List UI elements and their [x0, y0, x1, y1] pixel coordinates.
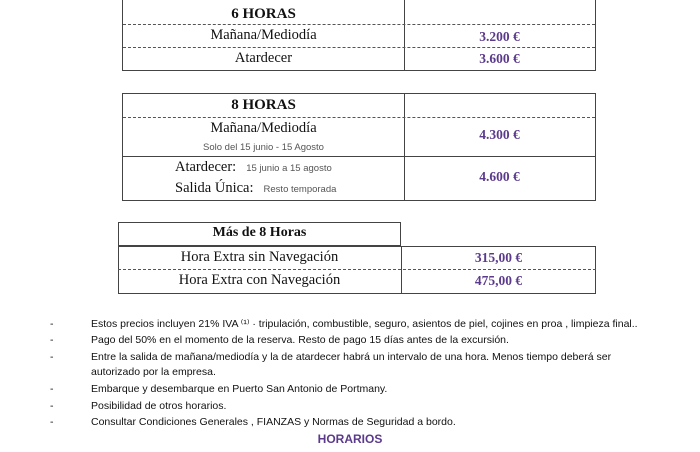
- table-mas-8-horas-header: Más de 8 Horas: [212, 225, 307, 240]
- row-8h-atardecer: [175, 158, 404, 176]
- row-hora-extra-sin-price: 315,00 €: [474, 250, 523, 265]
- row-hora-extra-con-label: Hora Extra con Navegación: [178, 272, 341, 288]
- row-8h-manana-note: Solo del 15 junio - 15 Agosto: [203, 142, 324, 153]
- table-6-horas: [122, 0, 596, 71]
- row-6h-manana-label: Mañana/Mediodía: [210, 27, 317, 43]
- row-hora-extra-con-price: 475,00 €: [474, 273, 523, 288]
- row-8h-salida-unica: [175, 179, 404, 197]
- row-hora-extra-sin-label: Hora Extra sin Navegación: [180, 249, 339, 265]
- row-8h-manana-label: Mañana/Mediodía: [210, 120, 317, 136]
- row-8h-atardecer-note: 15 junio a 15 agosto: [246, 163, 332, 174]
- table-6-horas-header: 6 HORAS: [231, 6, 296, 22]
- table-8-horas: [122, 93, 596, 201]
- row-8h-salida-note: Resto temporada: [263, 184, 337, 195]
- row-8h-atardecer-price: 4.600 €: [479, 169, 520, 184]
- row-6h-atardecer-label: Atardecer: [234, 50, 293, 66]
- row-8h-salida-label: Salida Única:: [175, 180, 254, 196]
- row-8h-atardecer-label: Atardecer:: [175, 159, 237, 175]
- section-title: HORARIOS: [317, 432, 383, 446]
- row-6h-atardecer-price: 3.600 €: [479, 51, 520, 66]
- row-6h-manana-price: 3.200 €: [479, 29, 520, 44]
- table-mas-8-horas: [118, 222, 596, 294]
- table-8-horas-header: 8 HORAS: [231, 97, 296, 113]
- row-8h-manana-price: 4.300 €: [479, 127, 520, 142]
